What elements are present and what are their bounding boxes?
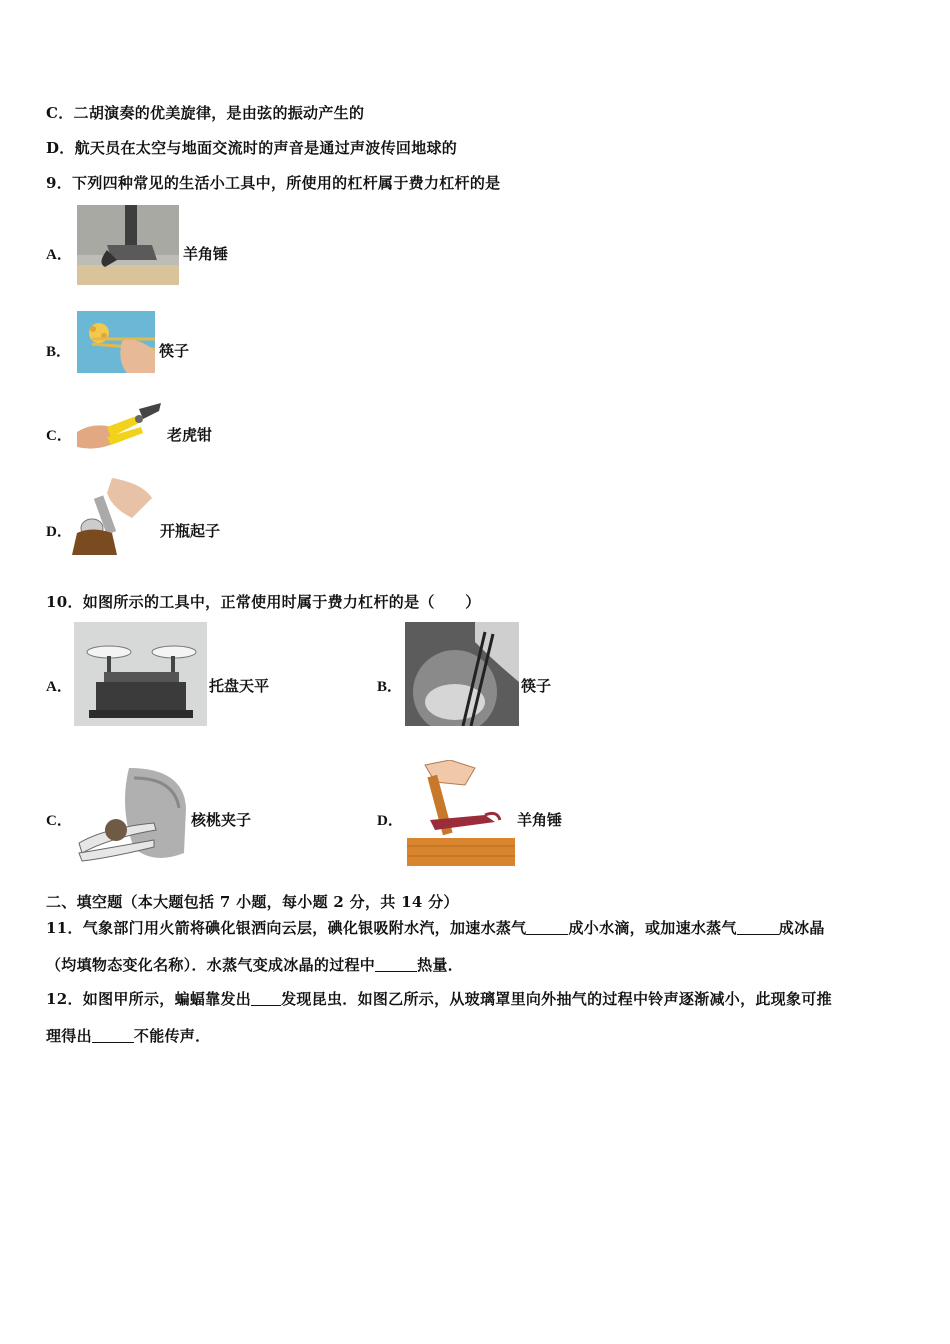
q9-option-c-letter: C． (46, 428, 72, 444)
claw-hammer-photo (405, 760, 515, 866)
q11-text-1: 11．气象部门用火箭将碘化银洒向云层，碘化银吸附水汽，加速水蒸气 (46, 919, 527, 937)
question-11-line-2 (46, 954, 463, 975)
q11-blank-1[interactable] (526, 920, 568, 935)
q9-option-d-text: 开瓶起子 (160, 522, 221, 540)
question-11-line-1 (46, 917, 825, 938)
q9-option-b-letter: B． (46, 344, 72, 360)
q11-text-2: 成小水滴，或加速水蒸气 (568, 919, 737, 937)
balance-scale-photo (74, 622, 207, 726)
nutcracker-photo (74, 768, 189, 865)
q11-text-3: 成冰晶 (778, 919, 825, 937)
q9-option-a-letter: A． (46, 247, 72, 263)
chopsticks-photo (405, 622, 519, 726)
pliers-photo (77, 397, 163, 459)
q9-option-b-text: 筷子 (159, 342, 190, 360)
q12-text-4: 不能传声． (133, 1027, 211, 1045)
q10-option-d-letter: D． (377, 813, 403, 829)
q10-option-a-letter: A． (46, 679, 72, 695)
question-10-stem: 10．如图所示的工具中，正常使用时属于费力杠杆的是（ ） (46, 593, 481, 611)
q10-option-a-text: 托盘天平 (209, 677, 270, 695)
q12-text-1: 12．如图甲所示，蝙蝠靠发出 (46, 990, 252, 1008)
q9-option-d-letter: D． (46, 524, 72, 540)
q12-blank-2[interactable] (92, 1028, 134, 1043)
q11-text-4: （均填物态变化名称）．水蒸气变成冰晶的过程中 (46, 956, 376, 974)
q12-blank-1[interactable] (251, 991, 281, 1006)
q10-option-c-letter: C． (46, 813, 72, 829)
q11-text-5: 热量． (417, 956, 464, 974)
chopsticks-photo (77, 311, 155, 373)
q9-option-c-text: 老虎钳 (167, 426, 213, 444)
q10-option-b-letter: B． (377, 679, 403, 695)
q11-blank-2[interactable] (737, 920, 779, 935)
q9-option-a-text: 羊角锤 (183, 245, 229, 263)
section-2-heading: 二、填空题（本大题包括 7 小题，每小题 2 分，共 14 分） (46, 893, 459, 911)
option-d-previous: D．航天员在太空与地面交流时的声音是通过声波传回地球的 (46, 139, 458, 157)
question-9-stem: 9．下列四种常见的生活小工具中，所使用的杠杆属于费力杠杆的是 (46, 174, 501, 192)
q12-text-3: 理得出 (46, 1027, 92, 1045)
claw-hammer-photo (77, 205, 179, 285)
q11-blank-3[interactable] (375, 957, 417, 972)
q10-option-b-text: 筷子 (521, 677, 552, 695)
q10-option-d-text: 羊角锤 (517, 811, 563, 829)
option-c-previous: C．二胡演奏的优美旋律，是由弦的振动产生的 (46, 104, 365, 122)
question-12-line-2 (46, 1025, 210, 1046)
q10-option-c-text: 核桃夹子 (191, 811, 252, 829)
question-12-line-1 (46, 988, 832, 1009)
bottle-opener-photo (72, 478, 158, 555)
q12-text-2: 发现昆虫．如图乙所示，从玻璃罩里向外抽气的过程中铃声逐渐减小，此现象可推 (281, 990, 832, 1008)
